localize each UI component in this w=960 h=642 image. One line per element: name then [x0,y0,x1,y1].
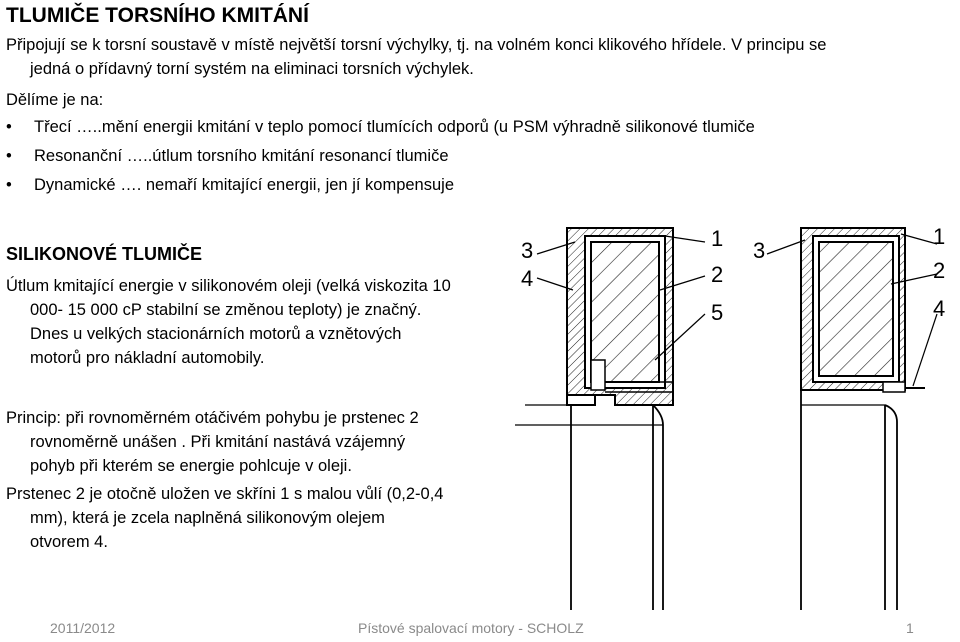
damper-cross-section-diagram [505,210,955,610]
attenuation-line-3: Dnes u velkých stacionárních motorů a vznětových [30,325,402,343]
page-number: 1 [906,620,914,636]
label-2-right: 2 [933,258,946,283]
intro-line-1: Připojují se k torsní soustavě v místě největší torsní výchylky, tj. na volném konci klikového hřídele. V principu se [6,36,827,54]
label-3-right: 3 [753,238,766,263]
list-item: • Resonanční …..útlum torsního kmitání resonancí tlumiče [6,144,755,173]
label-1-right: 1 [933,224,946,249]
intro-paragraph [6,33,936,81]
principle-line-2: rovnoměrně unášen . Při kmitání nastává vzájemný [30,433,406,451]
label-4-right: 4 [933,296,946,321]
intro-line-2: jedná o přídavný torní systém na eliminaci torsních výchylek. [30,60,474,78]
attenuation-line-2: 000- 15 000 cP stabilní se změnou teploty) je značný. [30,301,422,319]
principle-line-1: Princip: při rovnoměrném otáčivém pohybu je prstenec 2 [6,409,419,427]
ring-paragraph [6,482,501,554]
label-3-left: 3 [521,238,534,263]
label-2-left: 2 [711,262,724,287]
page-title: TLUMIČE TORSNÍHO KMITÁNÍ [6,4,309,27]
ring-line-1: Prstenec 2 je otočně uložen ve skříni 1 s malou vůlí (0,2-0,4 [6,485,444,503]
damper-types-list [6,115,755,202]
footer-course: Pístové spalovací motory - SCHOLZ [358,620,584,636]
ring-line-3: otvorem 4. [30,533,108,551]
footer [0,614,960,642]
divide-label: Dělíme je na: [6,91,104,109]
attenuation-line-4: motorů pro nákladní automobily. [30,349,265,367]
list-item: • Třecí …..mění energii kmitání v teplo pomocí tlumících odporů (u PSM výhradně silikonové tlumiče [6,115,755,144]
principle-line-3: pohyb při kterém se energie pohlcuje v oleji. [30,457,352,475]
principle-paragraph [6,406,501,478]
footer-year: 2011/2012 [50,620,116,636]
label-5-left: 5 [711,300,724,325]
ring-line-2: mm), která je zcela naplněná silikonovým olejem [30,509,385,527]
right-section-drawing [767,228,937,610]
left-section-drawing [515,228,705,610]
list-item: • Dynamické …. nemaří kmitající energii, jen jí kompensuje [6,173,755,202]
label-4-left: 4 [521,266,534,291]
section-heading: SILIKONOVÉ TLUMIČE [6,244,203,264]
attenuation-paragraph [6,274,501,370]
label-1-left: 1 [711,226,724,251]
attenuation-line-1: Útlum kmitající energie v silikonovém oleji (velká viskozita 10 [6,277,451,295]
